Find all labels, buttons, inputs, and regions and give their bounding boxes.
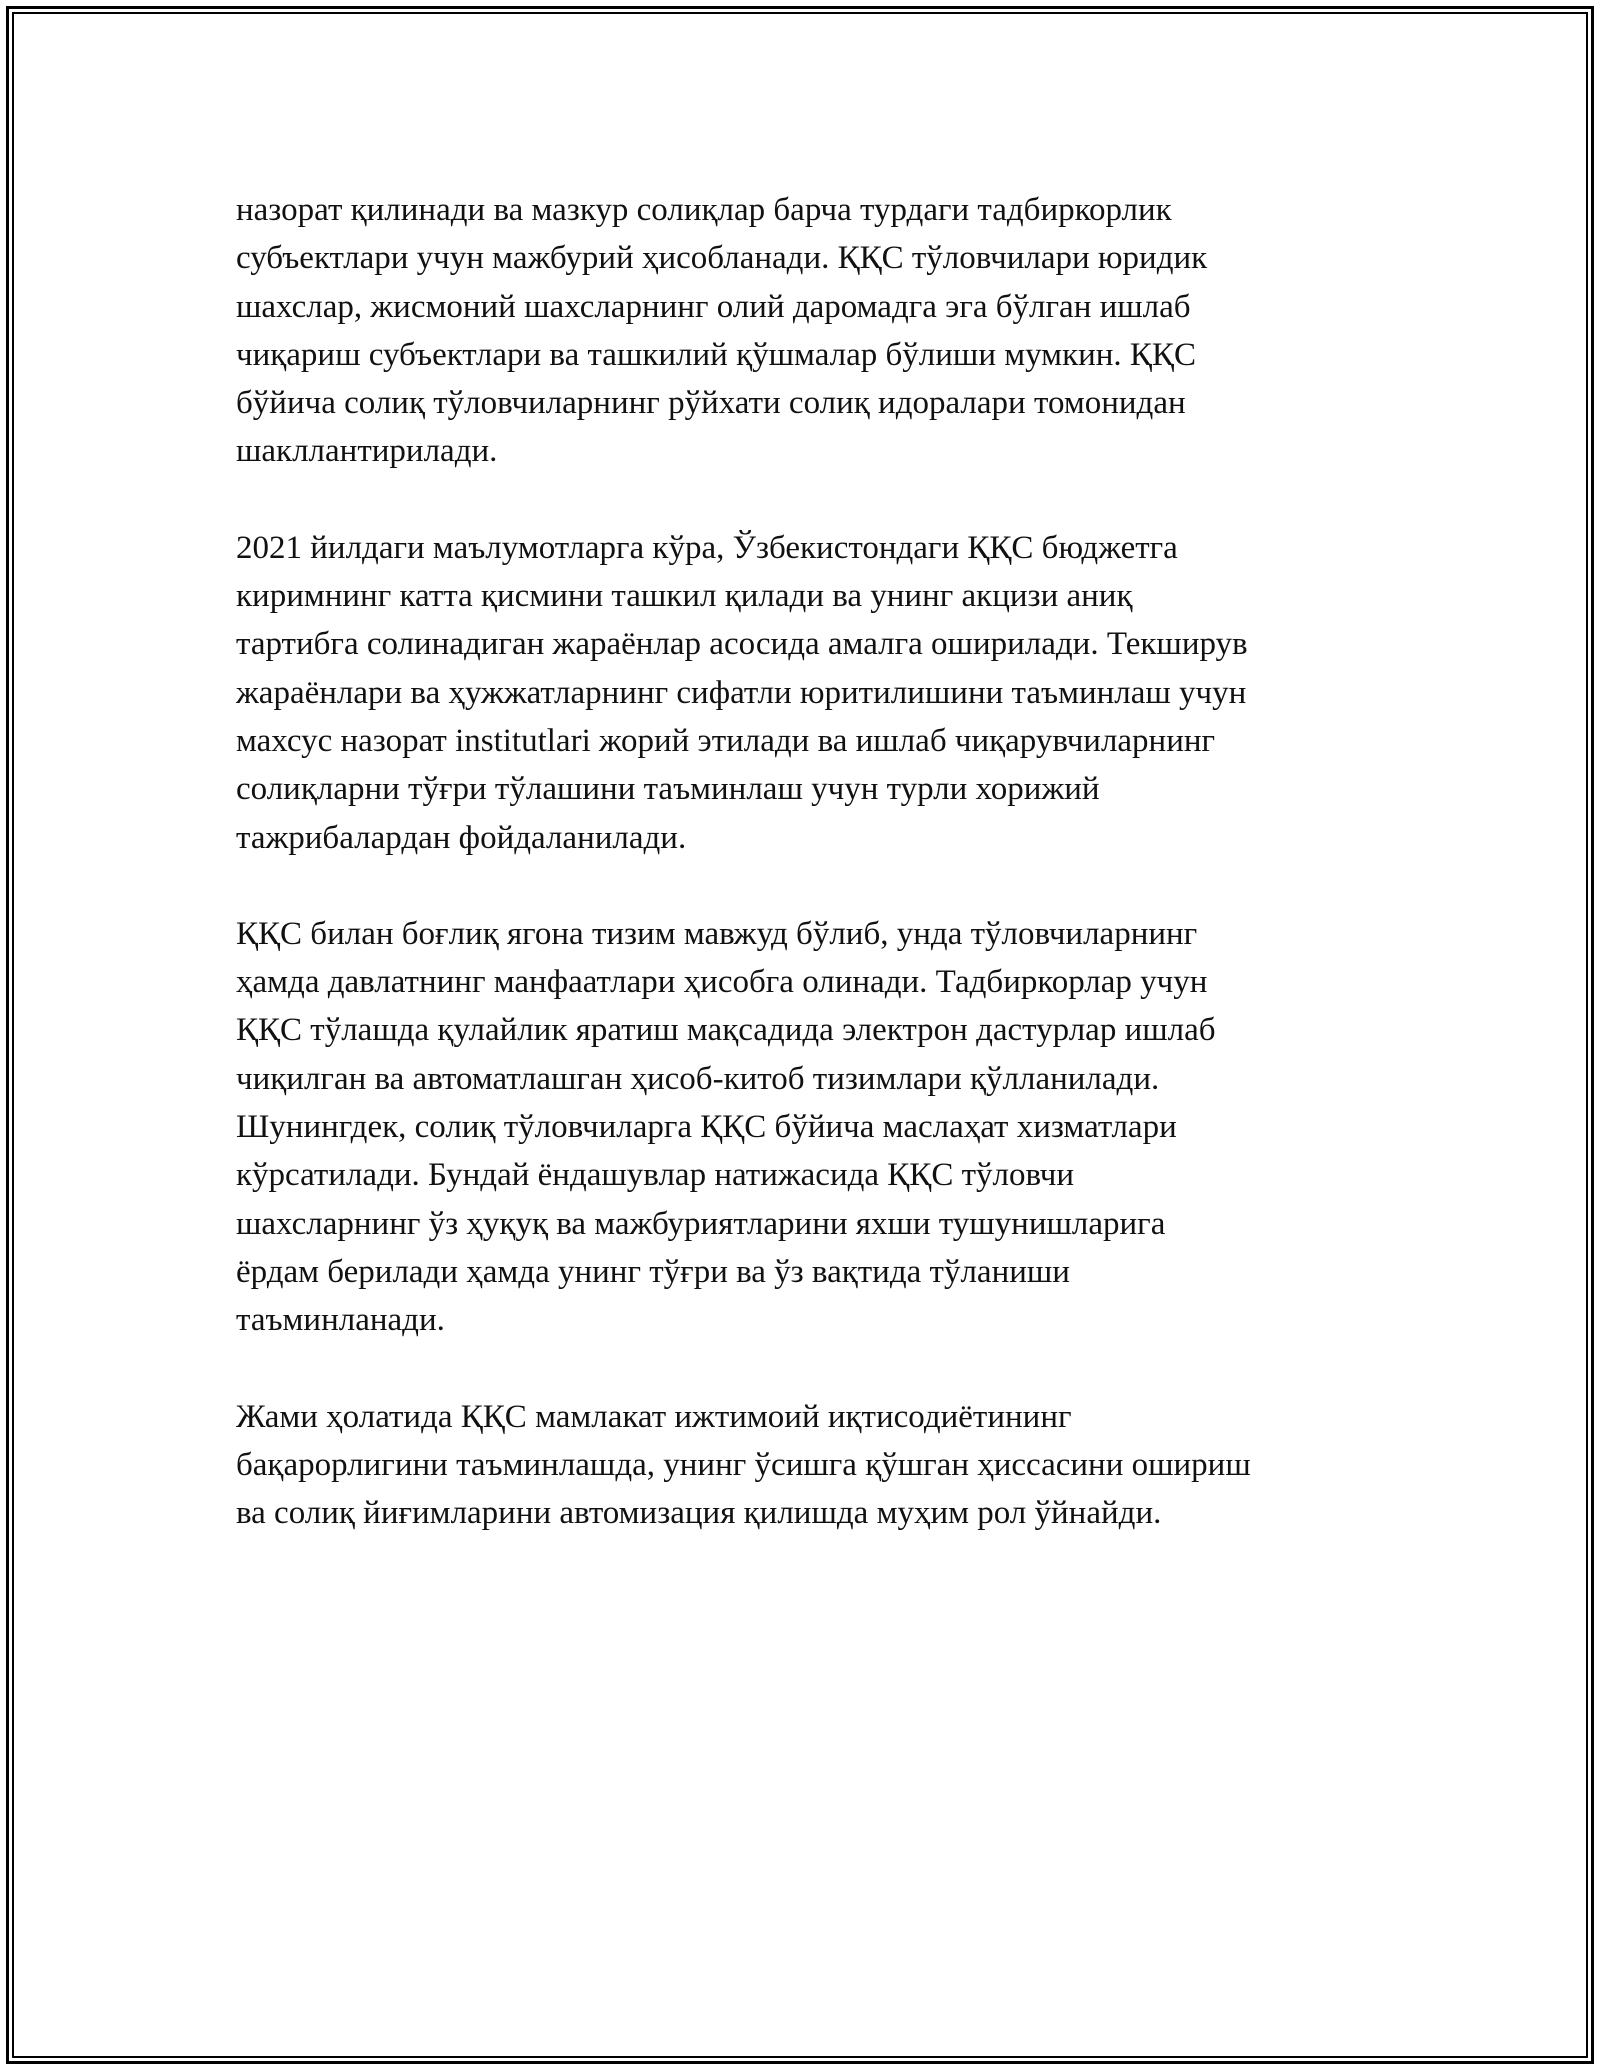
paragraph-1: назорат қилинади ва мазкур солиқлар барча турдаги тадбиркорлик субъектлари учун мажбурий ҳисобланади. ҚҚС тўловчилари юридик шахслар, жисмоний шахсларнинг олий даромадга эга бўлган ишлаб чиқариш субъектлари ва ташкилий қўшмалар бўлиши мумкин. ҚҚС бўйича солиқ тўловчиларнинг рўйхати солиқ идоралари томонидан шакллантирилади.	[236, 192, 1208, 470]
paragraph-2: 2021 йилдаги маълумотларга кўра, Ўзбекистондаги ҚҚС бюджетга киримнинг катта қисмини ташкил қилади ва унинг акцизи аниқ тартибга солинадиган жараёнлар асосида амалга оширилади. Текширув жараёнлари ва ҳужжатларнинг сифатли юритилишини таъминлаш учун махсус назорат institutlari жорий этилади ва ишлаб чиқарувчиларнинг солиқларни тўғри тўлашини таъминлаш учун турли хорижий тажрибалардан фойдаланилади.	[236, 529, 1248, 856]
paragraph-4: Жами ҳолатида ҚҚС мамлакат ижтимоий иқтисодиётининг бақарорлигини таъминлашда, унинг ўсишга қўшган ҳиссасини ошириш ва солиқ йиғимларини автомизация қилишда муҳим рол ўйнайди.	[236, 1398, 1251, 1532]
paragraph-3: ҚҚС билан боғлиқ ягона тизим мавжуд бўлиб, унда тўловчиларнинг ҳамда давлатнинг манфаатлари ҳисобга олинади. Тадбиркорлар учун ҚҚС тўлашда қулайлик яратиш мақсадида электрон дастурлар ишлаб чиқилган ва автоматлашган ҳисоб-китоб тизимлари қўлланилади. Шунингдек, солиқ тўловчиларга ҚҚС бўйича маслаҳат хизматлари кўрсатилади. Бундай ёндашувлар натижасида ҚҚС тўловчи шахсларнинг ўз ҳуқуқ ва мажбуриятларини яхши тушунишларига ёрдам берилади ҳамда унинг тўғри ва ўз вақтида тўланиши таъминланади.	[236, 915, 1216, 1339]
document-body	[236, 186, 1386, 1585]
